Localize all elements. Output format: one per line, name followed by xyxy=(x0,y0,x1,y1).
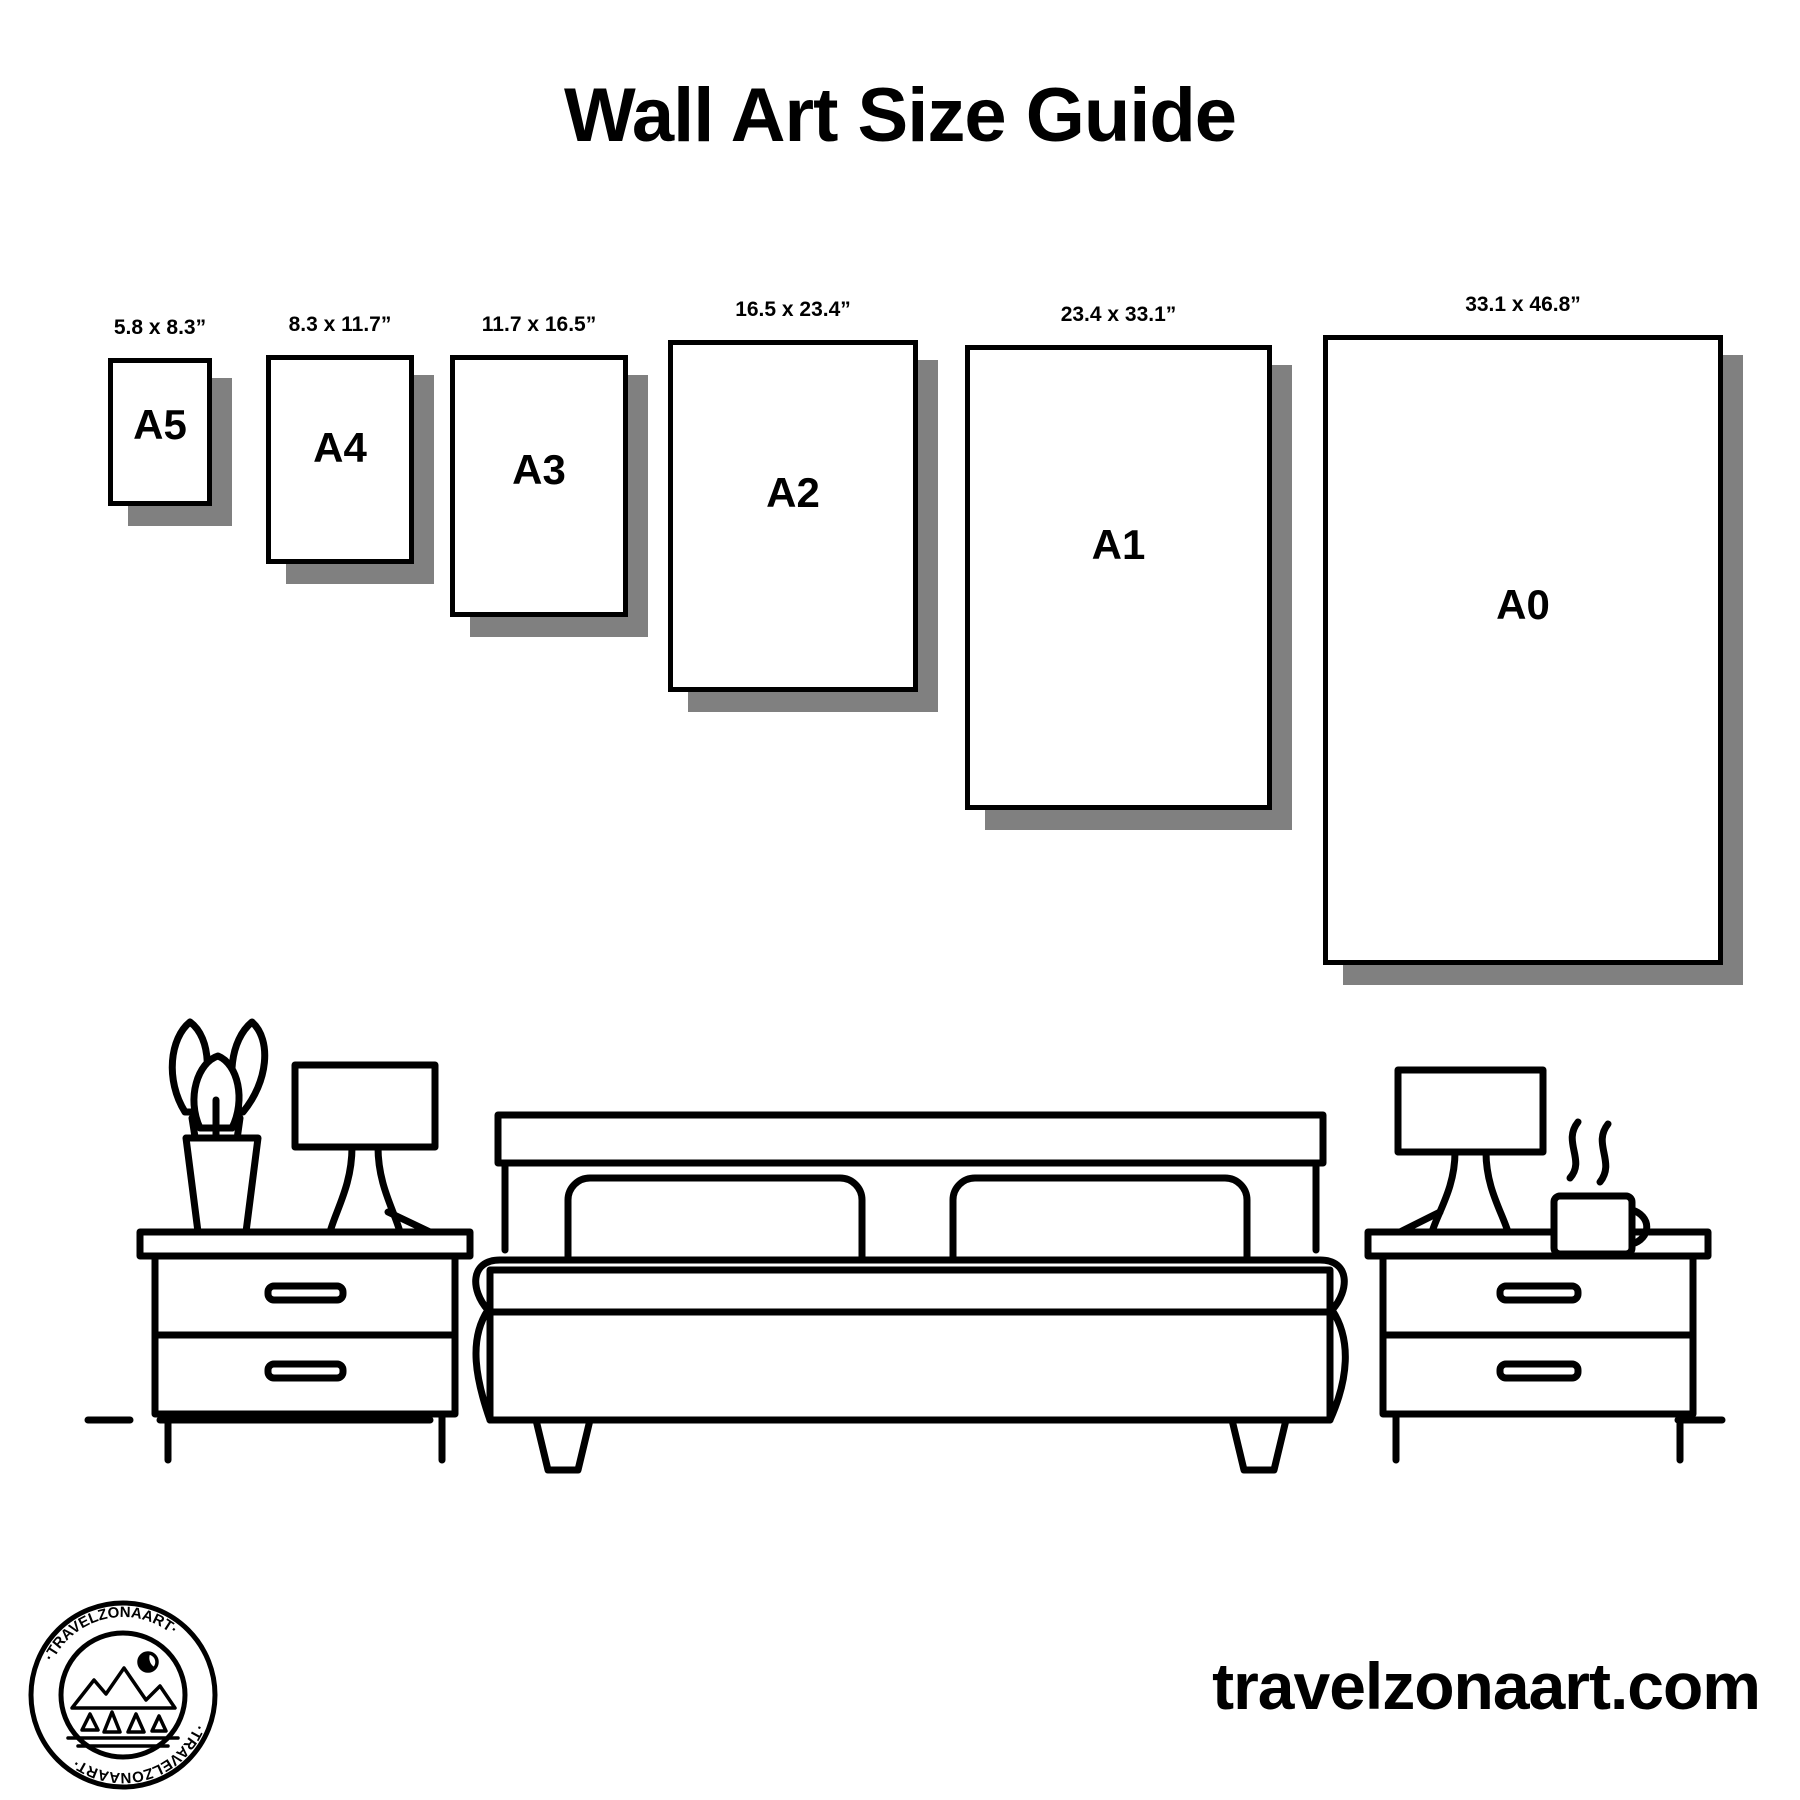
pillow-left xyxy=(568,1178,862,1260)
frame-dimension-label: 33.1 x 46.8” xyxy=(1465,293,1581,316)
frame-size-name: A2 xyxy=(766,468,820,516)
plant-vase xyxy=(172,1022,264,1232)
frame-a1 xyxy=(965,303,1272,810)
frame-size-name: A5 xyxy=(133,401,187,449)
bed-leg-right xyxy=(1232,1420,1286,1470)
frame-a0 xyxy=(1323,293,1723,965)
logo-text-top: ·TRAVELZONAART· xyxy=(40,1603,182,1664)
coffee-cup xyxy=(1554,1122,1647,1254)
bed-base xyxy=(490,1270,1330,1420)
right-nightstand xyxy=(1368,1232,1708,1460)
frame-outline[interactable] xyxy=(108,358,212,506)
pillow-right xyxy=(953,1178,1247,1260)
right-table-lamp xyxy=(1398,1070,1543,1232)
vase xyxy=(186,1138,258,1232)
frame-a3 xyxy=(450,313,628,617)
logo-badge-icon xyxy=(28,1600,218,1790)
bed xyxy=(476,1115,1346,1470)
page-title: Wall Art Size Guide xyxy=(563,73,1237,158)
frame-dimension-label: 8.3 x 11.7” xyxy=(288,313,392,336)
bedroom-illustration xyxy=(0,960,1800,1520)
frame-a4 xyxy=(266,313,414,564)
frame-size-name: A0 xyxy=(1496,580,1550,628)
frame-a5 xyxy=(108,316,212,506)
frame-outline[interactable] xyxy=(266,355,414,564)
frame-dimension-label: 23.4 x 33.1” xyxy=(1060,303,1177,326)
frame-size-name: A4 xyxy=(313,423,367,471)
brand-logo xyxy=(28,1600,218,1790)
frame-outline[interactable] xyxy=(1323,335,1723,965)
frame-size-name: A1 xyxy=(1091,521,1146,569)
frame-outline[interactable] xyxy=(965,345,1272,810)
frame-outline[interactable] xyxy=(450,355,628,617)
logo-text-bottom: ·TRAVELZONAART· xyxy=(69,1722,208,1787)
bedroom-scene xyxy=(0,960,1800,1520)
steam-left xyxy=(1570,1122,1578,1178)
frame-dimension-label: 16.5 x 23.4” xyxy=(735,298,851,321)
left-nightstand xyxy=(140,1232,470,1460)
bed-leg-left xyxy=(536,1420,590,1470)
frame-size-name: A3 xyxy=(512,446,566,494)
steam-right xyxy=(1600,1124,1608,1182)
frame-outline[interactable] xyxy=(668,340,918,692)
frame-dimension-label: 5.8 x 8.3” xyxy=(113,316,207,339)
frame-dimension-label: 11.7 x 16.5” xyxy=(481,313,597,336)
frame-a2 xyxy=(668,298,918,692)
left-table-lamp xyxy=(295,1065,435,1232)
site-url[interactable]: travelzonaart.com xyxy=(1212,1649,1760,1723)
